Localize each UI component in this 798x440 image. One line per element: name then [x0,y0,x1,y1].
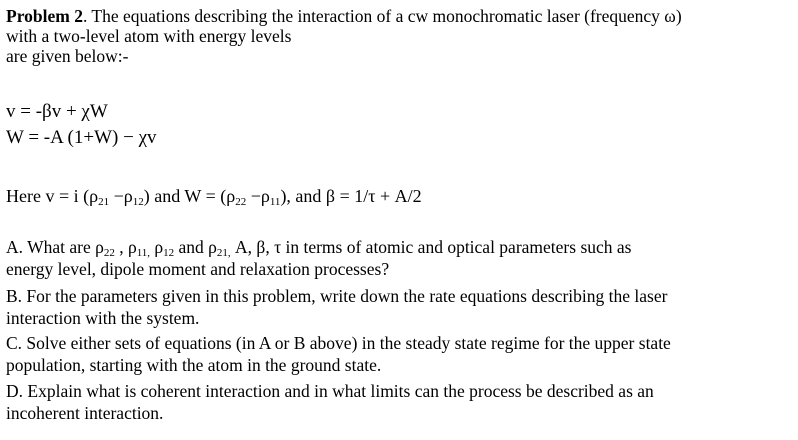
qa-text-3: ρ [150,237,164,257]
qa-text-5: A, β, τ in terms of atomic and optical parameters such as [230,237,632,257]
qa-text-1: A. What are ρ [6,237,104,257]
problem-intro-3: are given below:- [6,46,129,66]
problem-intro-1: . The equations describing the interaction of a cw monochromatic laser (frequency ω) [82,6,682,26]
question-a-line-2: energy level, dipole moment and relaxation processes? [6,259,390,279]
def-part-2: −ρ [109,186,133,206]
question-c-line-1: C. Solve either sets of equations (in A or B above) in the steady state regime for the upper state [6,333,671,353]
question-a-line-1 [6,237,631,257]
problem-intro-2: with a two-level atom with energy levels [6,26,292,46]
definitions-line [6,186,422,206]
def-sub-2: 12 [132,196,144,208]
qa-sub-3: 12 [163,247,175,259]
def-sub-4: 11 [269,196,281,208]
question-d-line-1: D. Explain what is coherent interaction and in what limits can the process be described as an [6,381,654,401]
equation-1: v = -βv + χW [6,101,108,122]
question-c-line-2: population, starting with the atom in the ground state. [6,355,382,375]
def-part-3: ) and W = (ρ [143,186,236,206]
def-sub-1: 21 [98,196,110,208]
def-sub-3: 22 [235,196,247,208]
def-part-5: ), and β = 1/τ + A/2 [280,186,422,206]
def-part-4: −ρ [246,186,270,206]
equation-2: W = -A (1+W) − χv [6,127,157,148]
qa-sub-1: 22 [103,247,115,259]
qa-text-2: , ρ [114,237,137,257]
qa-text-4: and ρ [174,237,217,257]
question-d-line-2: incoherent interaction. [6,403,164,423]
def-part-1: Here v = i (ρ [6,186,99,206]
problem-label: Problem 2 [6,6,83,26]
question-b-line-2: interaction with the system. [6,308,200,328]
problem-heading-line [6,6,682,26]
qa-sub-4: 21, [216,247,231,259]
question-b-line-1: B. For the parameters given in this problem, write down the rate equations describing the laser [6,286,668,306]
qa-sub-2: 11, [136,247,151,259]
